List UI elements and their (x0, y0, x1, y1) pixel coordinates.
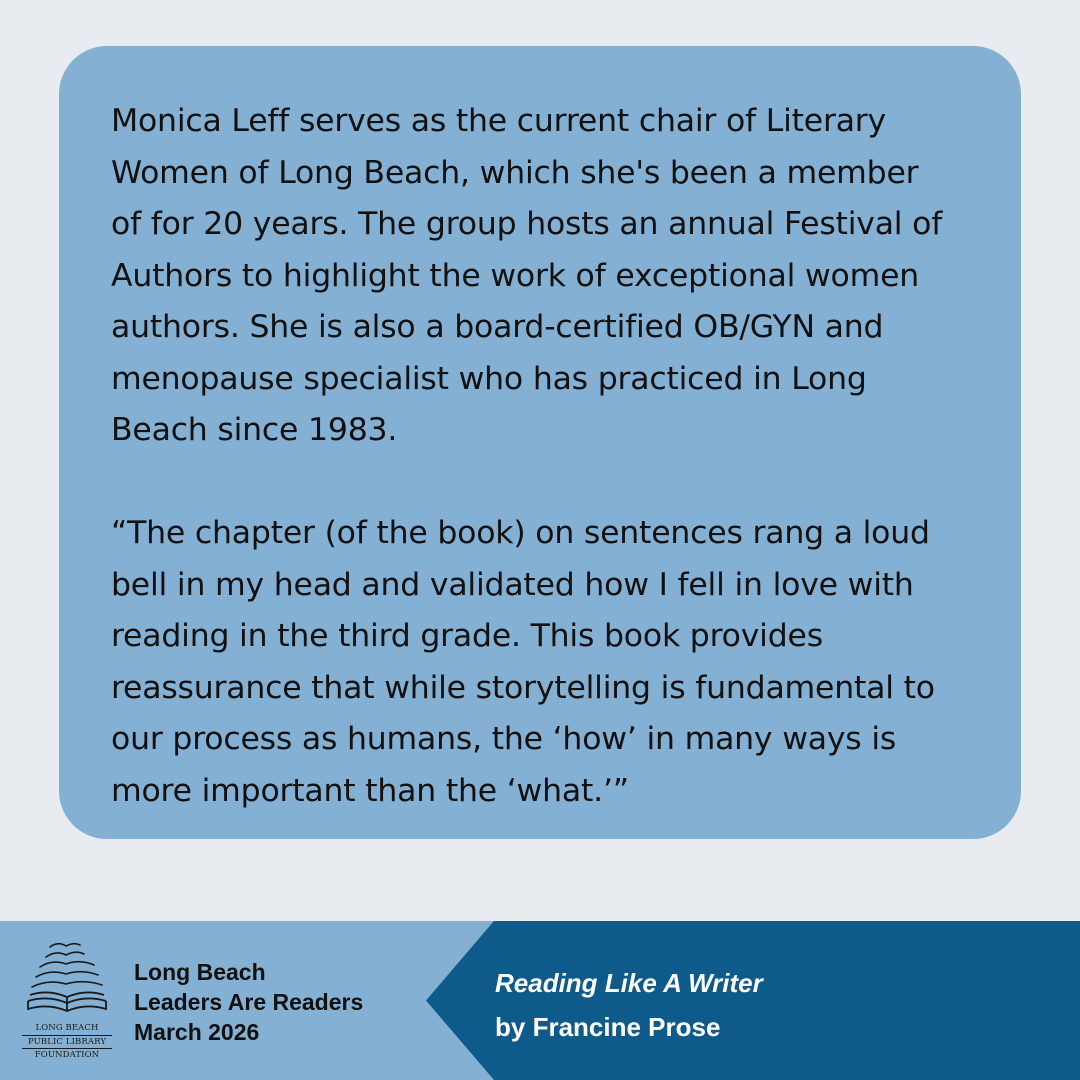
quote-text: “The chapter (of the book) on sentences rang a loud bell in my head and validated how I fell in love with reading in the third grade. This book provides reassurance that while storytelling is fundamental to our process as humans, the ‘how’ in many ways is more important than the ‘what.’” (111, 515, 935, 809)
series-title (134, 957, 363, 1047)
logo-text-line3: FOUNDATION (22, 1048, 112, 1060)
series-line-3: March 2026 (134, 1019, 260, 1045)
quote-card (59, 46, 1021, 839)
book-info (495, 961, 763, 1049)
logo-text-line2: PUBLIC LIBRARY (22, 1035, 112, 1047)
logo-text-line1: LONG BEACH (35, 1023, 99, 1033)
footer (0, 921, 1080, 1080)
book-title: Reading Like A Writer (495, 968, 763, 998)
bio-text: Monica Leff serves as the current chair of Literary Women of Long Beach, which she's been a member of for 20 years. The group hosts an annual Festival of Authors to highlight the work of exceptional women authors. She is also a board-certified OB/GYN and menopause specialist who has practiced in Long Beach since 1983. (111, 103, 943, 448)
series-line-1: Long Beach (134, 959, 266, 985)
series-line-2: Leaders Are Readers (134, 989, 364, 1015)
book-author: by Francine Prose (495, 1012, 721, 1042)
open-book-with-birds-icon (22, 939, 112, 1017)
library-foundation-logo (22, 939, 112, 1059)
